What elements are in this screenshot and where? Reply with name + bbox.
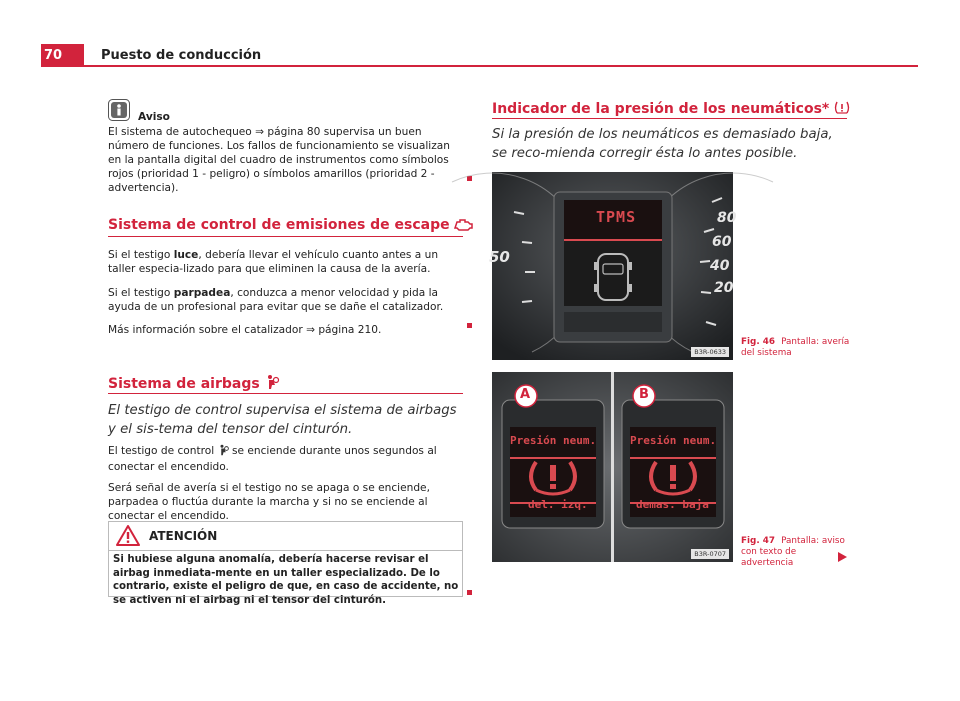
end-marker: [467, 323, 472, 328]
page-number: 70: [41, 44, 84, 67]
tpms-heading: Indicador de la presión de los neumáticos*: [492, 101, 850, 119]
left-gauge-label: 50: [489, 248, 510, 266]
airbag-icon: [218, 444, 229, 460]
panel-a-bottom-text: del. izq.: [528, 498, 588, 511]
right-gauge-label-80: 80: [717, 210, 737, 226]
emissions-para-3: Más información sobre el catalizador ⇒ página 210.: [108, 324, 382, 336]
atencion-text: Si hubiese alguna anomalía, debería hacerse revisar el airbag inmediata-mente en un taller especializado. De lo contrario, existe el peligro de que, en caso de accidente, no se activen ni el airbag ni el tensor del cinturón.: [113, 554, 459, 606]
emissions-rule: [108, 236, 463, 237]
fig46-photo: [489, 172, 737, 360]
emissions-para-2: Si el testigo parpadea, conduzca a menor velocidad y pida la ayuda de un profesional para evitar que se dañe el catalizador.: [108, 287, 444, 313]
continue-arrow-icon: [838, 547, 847, 566]
warning-icon: [116, 525, 140, 550]
end-marker: [467, 590, 472, 595]
aviso-text: El sistema de autochequeo ⇒ página 80 supervisa un buen número de funciones. Los fallos de funcionamiento se visualizan en la pantalla digital del cuadro de instrumentos como símbolos rojos (prioridad 1 - peligro) o símbolos amarillos (prioridad 2 - advertencia).: [108, 126, 451, 194]
right-gauge-label-60: 60: [712, 234, 732, 250]
right-gauge-label-40: 40: [710, 258, 730, 274]
callout-b: B: [639, 387, 649, 402]
page-title: Puesto de conducción: [101, 48, 262, 63]
tpms-display-text: TPMS: [596, 208, 637, 226]
airbag-icon: [265, 374, 279, 394]
tpms-rule: [492, 118, 847, 119]
panel-b-top-text: Presión neum.: [630, 434, 717, 447]
atencion-header: ATENCIÓN: [109, 522, 462, 551]
figure-code: B3R-0633: [691, 347, 729, 357]
airbag-para-2: Será señal de avería si el testigo no se apaga o se enciende, parpadea o fluctúa durante la marcha y si no se enciende al conectar el encendido.: [108, 482, 430, 522]
airbag-heading: Sistema de airbags: [108, 374, 279, 394]
aviso-title: Aviso: [138, 111, 170, 123]
airbag-lead: El testigo de control supervisa el sistema de airbags y el sis-tema del tensor del cinturón.: [108, 403, 457, 437]
callout-a: A: [520, 387, 531, 402]
emissions-heading: Sistema de control de emisiones de escape: [108, 217, 473, 235]
panel-b-bottom-text: demas. baja: [636, 498, 709, 511]
right-gauge-label-20: 20: [714, 280, 734, 296]
info-icon: [108, 99, 130, 121]
airbag-rule: [108, 393, 463, 394]
header-rule: [84, 65, 918, 67]
tpms-lead: Si la presión de los neumáticos es demasiado baja, se reco-mienda corregir ésta lo antes posible.: [492, 127, 833, 161]
engine-icon: [455, 218, 473, 235]
fig46-caption: Fig. 46 Pantalla: avería del sistema: [741, 337, 850, 358]
panel-a-top-text: Presión neum.: [510, 434, 597, 447]
fig47-caption: Fig. 47 Pantalla: aviso con texto de advertencia: [741, 536, 845, 568]
emissions-para-1: Si el testigo luce, debería llevar el vehículo cuanto antes a un taller especia-lizado para que eliminen la causa de la avería.: [108, 249, 439, 275]
end-marker: [467, 176, 472, 181]
figure-code: B3R-0707: [691, 549, 729, 559]
fig47-photo: [492, 372, 733, 562]
atencion-box: [108, 521, 463, 606]
tire-pressure-icon: [834, 101, 850, 119]
airbag-para-1: El testigo de control se enciende durante unos segundos al conectar el encendido.: [108, 445, 437, 473]
